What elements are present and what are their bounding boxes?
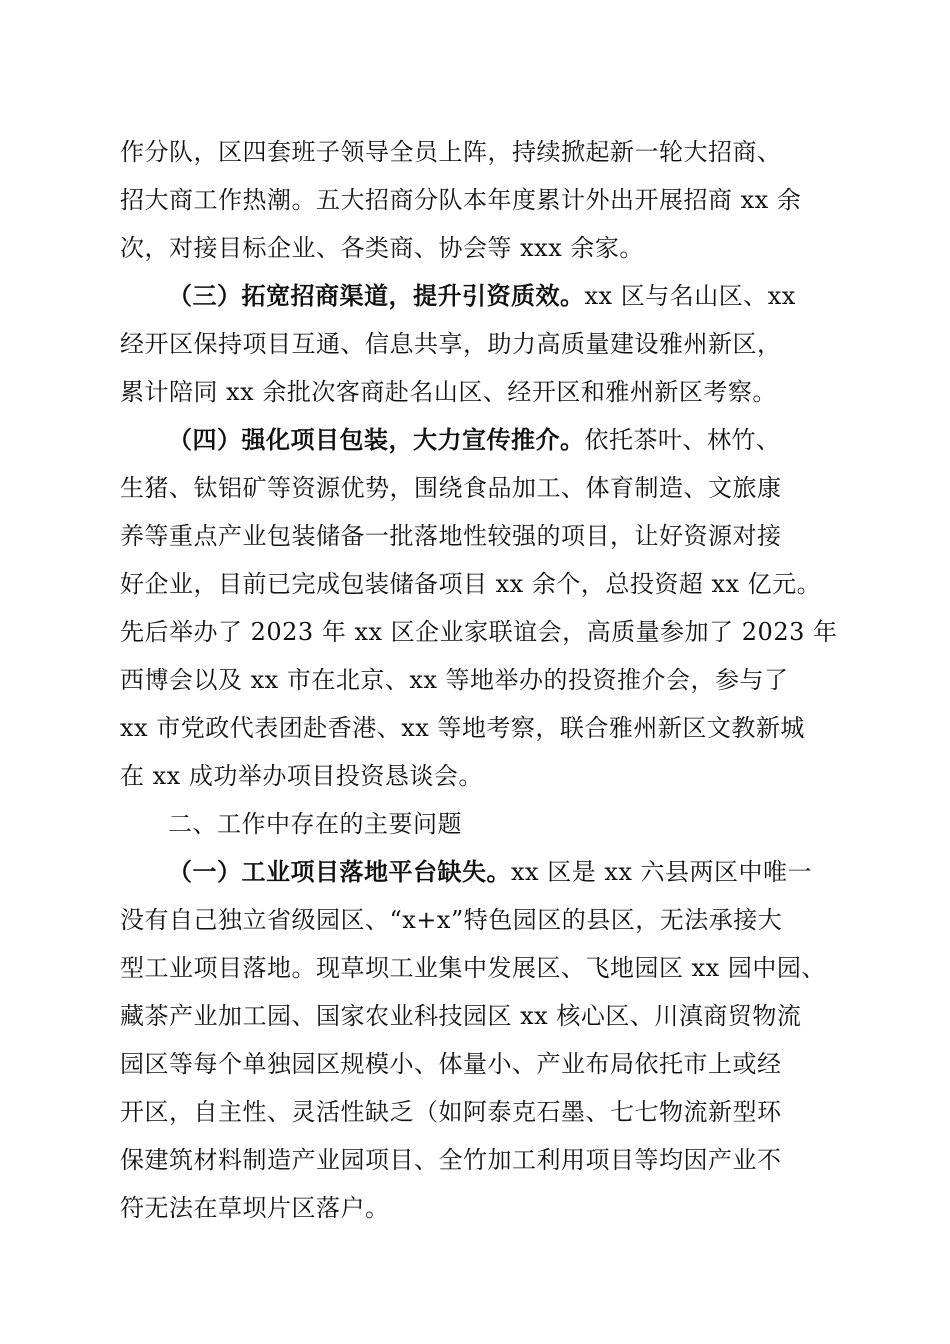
text-line: 符无法在草坝片区落户。 <box>120 1194 390 1222</box>
text-line: 园区等每个单独园区规模小、体量小、产业布局依托市上或经 <box>120 1050 782 1078</box>
paragraph-expand-channels <box>120 272 832 416</box>
paragraph-lead: （三）拓宽招商渠道，提升引资质效。 <box>168 282 585 310</box>
text-line: 保建筑材料制造产业园项目、全竹加工利用项目等均因产业不 <box>120 1146 782 1174</box>
paragraph-platform-missing <box>120 848 832 1232</box>
text-line: 先后举办了 2023 年 xx 区企业家联谊会，高质量参加了 2023 年 <box>120 618 838 646</box>
text-line: 生猪、钛铝矿等资源优势，围绕食品加工、体育制造、文旅康 <box>120 474 782 502</box>
paragraph-text: xx 区与名山区、xx <box>584 282 796 310</box>
text-line: 作分队，区四套班子领导全员上阵，持续掀起新一轮大招商、 <box>120 138 782 166</box>
text-line <box>120 848 832 896</box>
document-body <box>120 128 838 1232</box>
text-line: 藏茶产业加工园、国家农业科技园区 xx 核心区、川滇商贸物流 <box>120 1002 802 1030</box>
text-line: 没有自己独立省级园区、“x+x”特色园区的县区，无法承接大 <box>120 906 783 934</box>
paragraph-text: 依托茶叶、林竹、 <box>584 426 781 454</box>
text-line: 好企业，目前已完成包装储备项目 xx 余个，总投资超 xx 亿元。 <box>120 570 822 598</box>
text-line: xx 市党政代表团赴香港、xx 等地考察，联合雅州新区文教新城 <box>120 714 805 742</box>
text-line: 西博会以及 xx 市在北京、xx 等地举办的投资推介会，参与了 <box>120 666 789 694</box>
paragraph-project-packaging <box>120 416 838 800</box>
text-line: 型工业项目落地。现草坝工业集中发展区、飞地园区 xx 园中园、 <box>120 954 826 982</box>
paragraph-lead: （四）强化项目包装，大力宣传推介。 <box>168 426 585 454</box>
paragraph-investment-teams <box>120 128 832 272</box>
text-line <box>120 272 832 320</box>
text-line: 次，对接目标企业、各类商、协会等 xxx 余家。 <box>120 234 644 262</box>
text-line: 经开区保持项目互通、信息共享，助力高质量建设雅州新区， <box>120 330 782 358</box>
text-line <box>120 416 832 464</box>
text-line: 开区，自主性、灵活性缺乏（如阿泰克石墨、七七物流新型环 <box>120 1098 782 1126</box>
section-heading: 二、工作中存在的主要问题 <box>168 810 462 838</box>
text-line: 在 xx 成功举办项目投资恳谈会。 <box>120 762 483 790</box>
text-line: 累计陪同 xx 余批次客商赴名山区、经开区和雅州新区考察。 <box>120 378 777 406</box>
text-line: 养等重点产业包装储备一批落地性较强的项目，让好资源对接 <box>120 522 782 550</box>
paragraph-text: xx 区是 xx 六县两区中唯一 <box>511 858 813 886</box>
paragraph-lead: （一）工业项目落地平台缺失。 <box>168 858 511 886</box>
text-line: 招大商工作热潮。五大招商分队本年度累计外出开展招商 xx 余 <box>120 186 802 214</box>
